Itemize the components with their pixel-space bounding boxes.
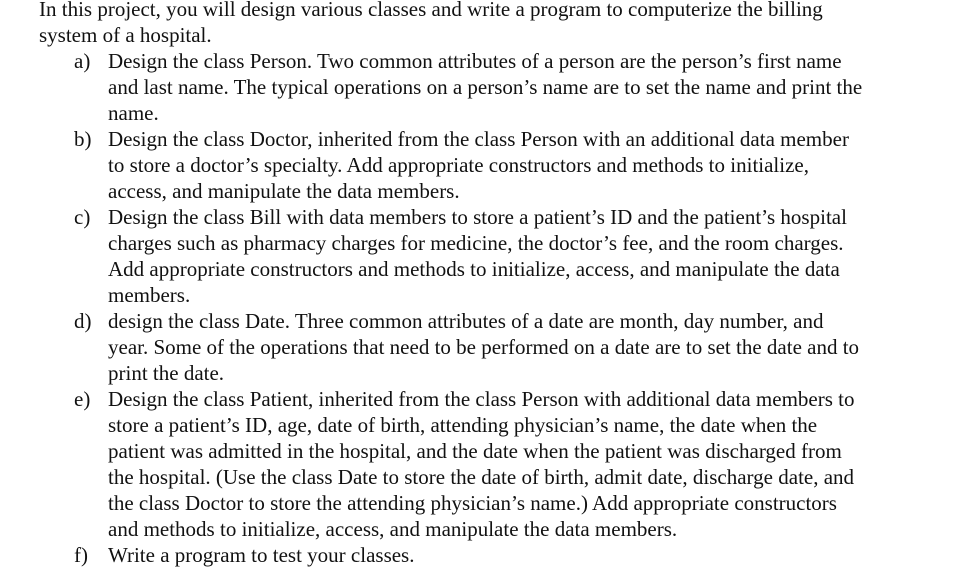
item-text-line: name.	[108, 101, 159, 125]
item-text-line: and last name. The typical operations on a person’s name are to set the name and print the	[108, 75, 863, 99]
item-text-line: Write a program to test your classes.	[108, 543, 415, 567]
item-text-line: access, and manipulate the data members.	[108, 179, 460, 203]
item-text-line: year. Some of the operations that need to be performed on a date are to set the date and to	[108, 335, 860, 359]
item-text-line: the hospital. (Use the class Date to store the date of birth, admit date, discharge date, and	[108, 465, 855, 489]
item-marker: d)	[74, 309, 92, 333]
item-text-line: print the date.	[108, 361, 225, 385]
intro-line: system of a hospital.	[39, 23, 212, 47]
item-marker: c)	[74, 205, 91, 229]
item-marker: a)	[74, 49, 91, 73]
item-text-line: to store a doctor’s specialty. Add appropriate constructors and methods to initialize,	[108, 153, 809, 177]
item-text-line: Add appropriate constructors and methods to initialize, access, and manipulate the data	[108, 257, 840, 281]
item-marker: e)	[74, 387, 91, 411]
item-text-line: and methods to initialize, access, and manipulate the data members.	[108, 517, 678, 541]
item-text-line: Design the class Doctor, inherited from the class Person with an additional data member	[108, 127, 849, 151]
item-text-line: Design the class Bill with data members to store a patient’s ID and the patient’s hospital	[108, 205, 847, 229]
item-marker: f)	[74, 543, 88, 567]
item-text-line: design the class Date. Three common attributes of a date are month, day number, and	[108, 309, 824, 333]
item-text-line: Design the class Person. Two common attributes of a person are the person’s first name	[108, 49, 842, 73]
item-text-line: the class Doctor to store the attending physician’s name.) Add appropriate constructors	[108, 491, 837, 515]
intro-line: In this project, you will design various classes and write a program to computerize the billing	[39, 0, 823, 21]
item-text-line: Design the class Patient, inherited from the class Person with additional data members to	[108, 387, 855, 411]
item-marker: b)	[74, 127, 92, 151]
item-text-line: store a patient’s ID, age, date of birth, attending physician’s name, the date when the	[108, 413, 818, 437]
item-text-line: charges such as pharmacy charges for medicine, the doctor’s fee, and the room charges.	[108, 231, 844, 255]
item-text-line: members.	[108, 283, 191, 307]
item-text-line: patient was admitted in the hospital, and the date when the patient was discharged from	[108, 439, 842, 463]
